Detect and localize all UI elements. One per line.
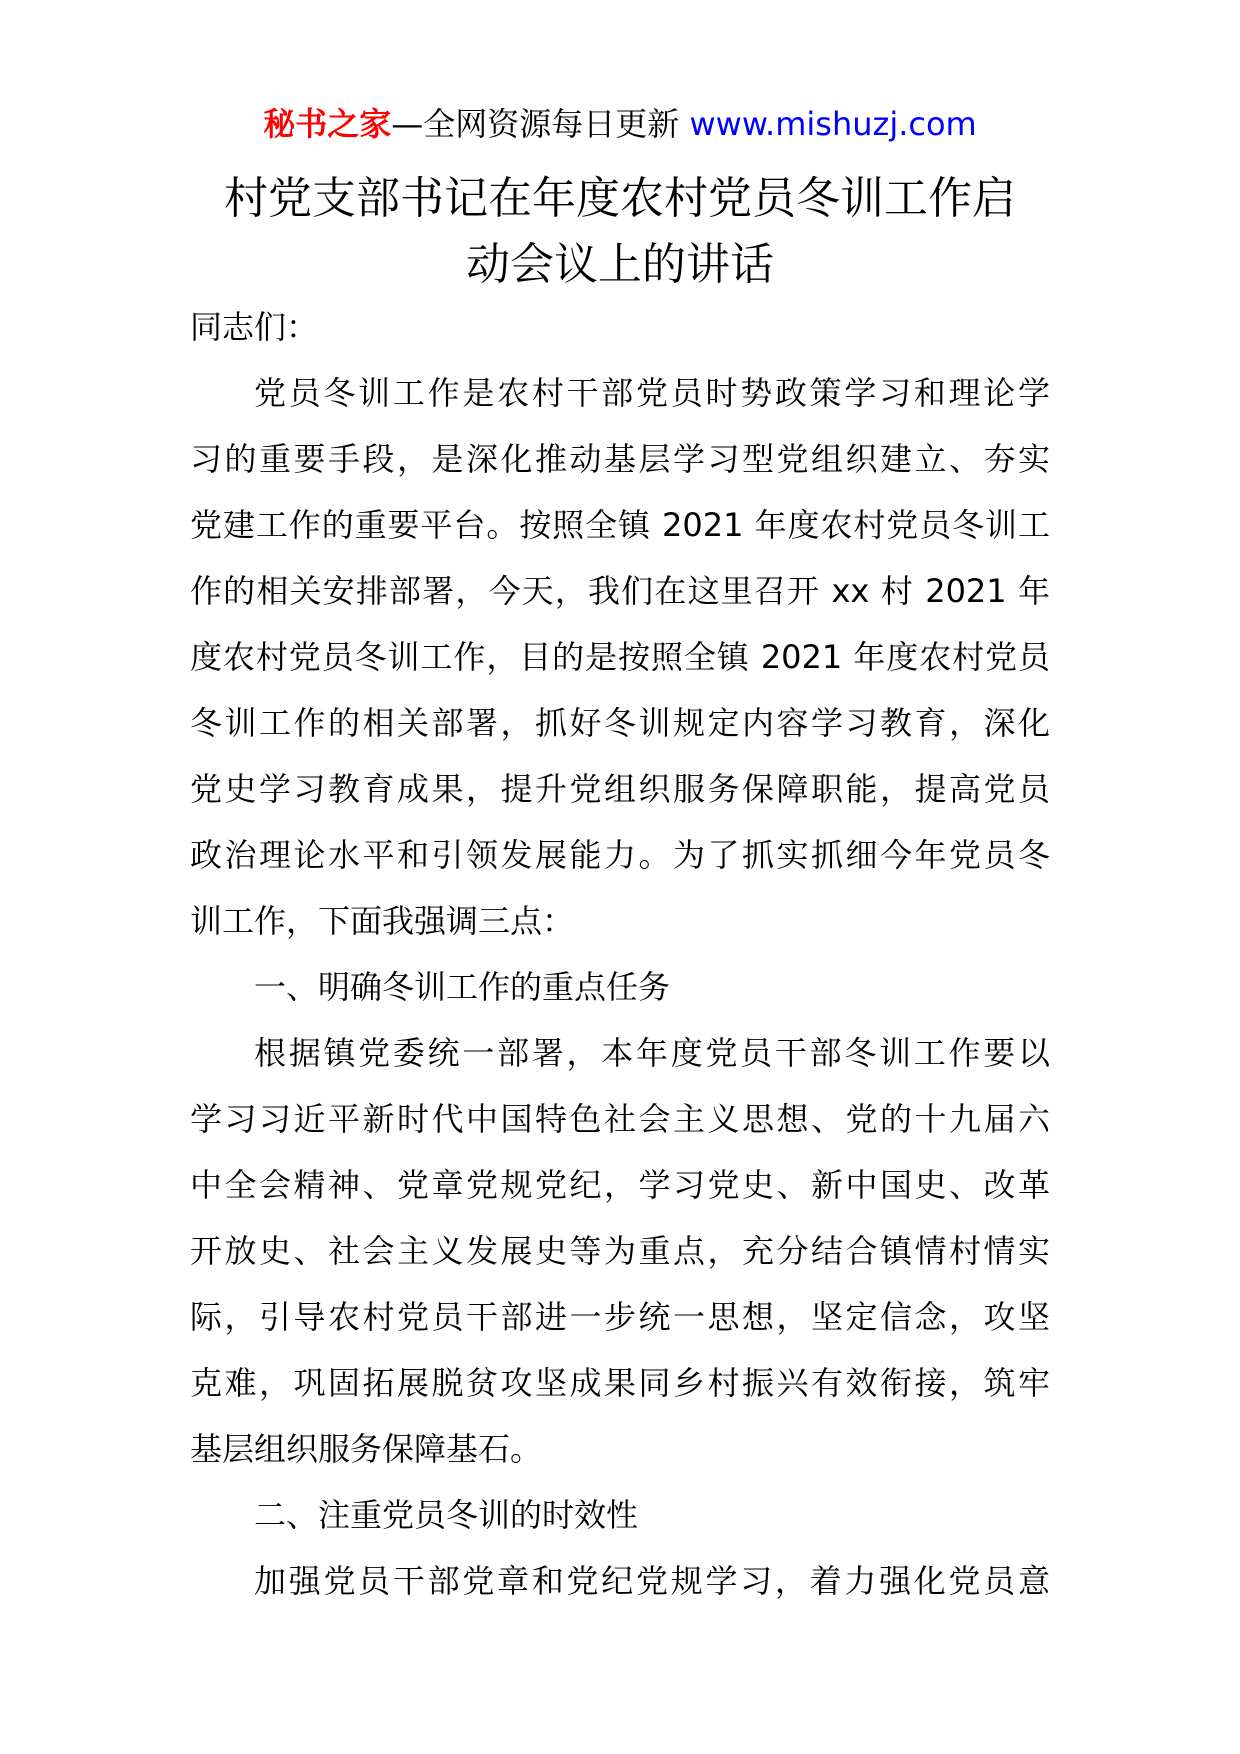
site-tagline: —全网资源每日更新 bbox=[391, 105, 680, 143]
paragraph-line: 习的重要手段，是深化推动基层学习型党组织建立、夯实 bbox=[190, 440, 1050, 478]
site-header bbox=[0, 100, 1240, 148]
title-line: 村党支部书记在年度农村党员冬训工作启 bbox=[224, 173, 1016, 224]
document-title bbox=[190, 166, 1050, 298]
paragraph-line: 中全会精神、党章党规党纪，学习党史、新中国史、改革 bbox=[190, 1166, 1050, 1204]
paragraph-line: 基层组织服务保障基石。 bbox=[190, 1430, 543, 1468]
paragraph-line: 根据镇党委统一部署，本年度党员干部冬训工作要以 bbox=[254, 1034, 1050, 1072]
document-body bbox=[190, 294, 1050, 1614]
paragraph-line: 学习习近平新时代中国特色社会主义思想、党的十九届六 bbox=[190, 1100, 1050, 1138]
title-line: 动会议上的讲话 bbox=[466, 239, 774, 290]
paragraph-line: 作的相关安排部署，今天，我们在这里召开 xx 村 2021 年 bbox=[190, 572, 1050, 610]
paragraph-line: 加强党员干部党章和党纪党规学习，着力强化党员意 bbox=[254, 1562, 1050, 1600]
site-url-link[interactable]: www.mishuzj.com bbox=[689, 105, 977, 143]
paragraph-line: 开放史、社会主义发展史等为重点，充分结合镇情村情实 bbox=[190, 1232, 1050, 1270]
site-brand: 秘书之家 bbox=[263, 105, 392, 143]
paragraph-line: 党建工作的重要平台。按照全镇 2021 年度农村党员冬训工 bbox=[190, 506, 1050, 544]
paragraph-line: 际，引导农村党员干部进一步统一思想，坚定信念，攻坚 bbox=[190, 1298, 1050, 1336]
paragraph-line: 政治理论水平和引领发展能力。为了抓实抓细今年党员冬 bbox=[190, 836, 1050, 874]
section-heading: 一、明确冬训工作的重点任务 bbox=[254, 968, 671, 1006]
paragraph-line: 党史学习教育成果，提升党组织服务保障职能，提高党员 bbox=[190, 770, 1050, 808]
paragraph-line: 冬训工作的相关部署，抓好冬训规定内容学习教育，深化 bbox=[190, 704, 1050, 742]
paragraph-line: 度农村党员冬训工作，目的是按照全镇 2021 年度农村党员 bbox=[190, 638, 1050, 676]
paragraph-line: 党员冬训工作是农村干部党员时势政策学习和理论学 bbox=[254, 374, 1050, 412]
section-heading: 二、注重党员冬训的时效性 bbox=[254, 1496, 639, 1534]
paragraph-line: 克难，巩固拓展脱贫攻坚成果同乡村振兴有效衔接，筑牢 bbox=[190, 1364, 1050, 1402]
paragraph-line: 训工作，下面我强调三点： bbox=[190, 902, 575, 940]
salutation: 同志们： bbox=[190, 308, 319, 346]
